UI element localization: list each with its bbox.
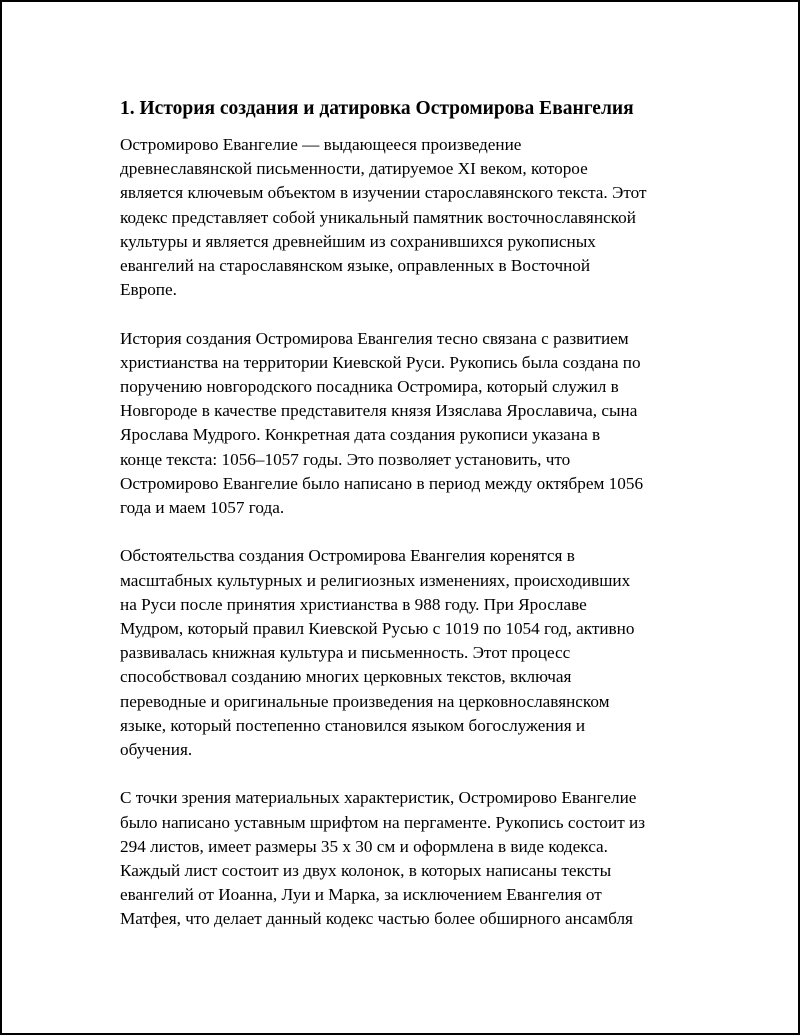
section-heading: 1. История создания и датировка Остромирова Евангелия: [120, 98, 634, 119]
text-line: поручению новгородского посадника Остромира, который служил в: [120, 377, 619, 397]
text-line: Обстоятельства создания Остромирова Евангелия коренятся в: [120, 546, 575, 566]
paragraph-2: [120, 327, 680, 521]
text-line: конце текста: 1056–1057 годы. Это позволяет установить, что: [120, 449, 571, 469]
text-line: евангелий на старославянском языке, оправленных в Восточной: [120, 256, 591, 276]
text-line: культуры и является древнейшим из сохранившихся рукописных: [120, 231, 596, 251]
text-line: История создания Остромирова Евангелия тесно связана с развитием: [120, 328, 629, 348]
text-line: Остромирово Евангелие было написано в период между октябрем 1056: [120, 473, 644, 493]
text-line: 294 листов, имеет размеры 35 x 30 см и оформлена в виде кодекса.: [120, 836, 608, 856]
text-line: евангелий от Иоанна, Луи и Марка, за исключением Евангелия от: [120, 885, 602, 905]
text-line: обучения.: [120, 740, 193, 760]
text-line: Европе.: [120, 280, 177, 300]
text-line: масштабных культурных и религиозных изменениях, происходивших: [120, 570, 631, 590]
text-line: христианства на территории Киевской Руси. Рукопись была создана по: [120, 352, 641, 372]
text-line: развивалась книжная культура и письменность. Этот процесс: [120, 643, 571, 663]
text-line: Остромирово Евангелие — выдающееся произведение: [120, 135, 522, 154]
text-line: Новгороде в качестве представителя князя Изяслава Ярославича, сына: [120, 401, 638, 421]
text-line: было написано уставным шрифтом на пергаменте. Рукопись состоит из: [120, 812, 645, 832]
text-line: на Руси после принятия христианства в 988 году. При Ярославе: [120, 594, 587, 614]
text-line: переводные и оригинальные произведения на церковнославянском: [120, 691, 610, 711]
text-line: кодекс представляет собой уникальный памятник восточнославянской: [120, 207, 636, 227]
text-line: Ярослава Мудрого. Конкретная дата создания рукописи указана в: [120, 425, 601, 445]
paragraph-3: [120, 544, 680, 762]
paragraph-4: [120, 786, 680, 931]
paragraph-1: [120, 133, 680, 302]
text-line: С точки зрения материальных характеристик, Остромирово Евангелие: [120, 788, 637, 808]
document-body: [120, 96, 680, 956]
text-line: Матфея, что делает данный кодекс частью более обширного ансамбля: [120, 909, 633, 929]
text-line: древнеславянской письменности, датируемое XI веком, которое: [120, 159, 588, 179]
text-line: Каждый лист состоит из двух колонок, в которых написаны тексты: [120, 861, 612, 881]
text-line: является ключевым объектом в изучении старославянского текста. Этот: [120, 183, 647, 203]
text-line: Мудром, который правил Киевской Русью с 1019 по 1054 год, активно: [120, 619, 635, 639]
text-line: языке, который постепенно становился языком богослужения и: [120, 715, 586, 735]
text-line: года и маем 1057 года.: [120, 498, 285, 518]
text-line: способствовал созданию многих церковных текстов, включая: [120, 667, 572, 687]
